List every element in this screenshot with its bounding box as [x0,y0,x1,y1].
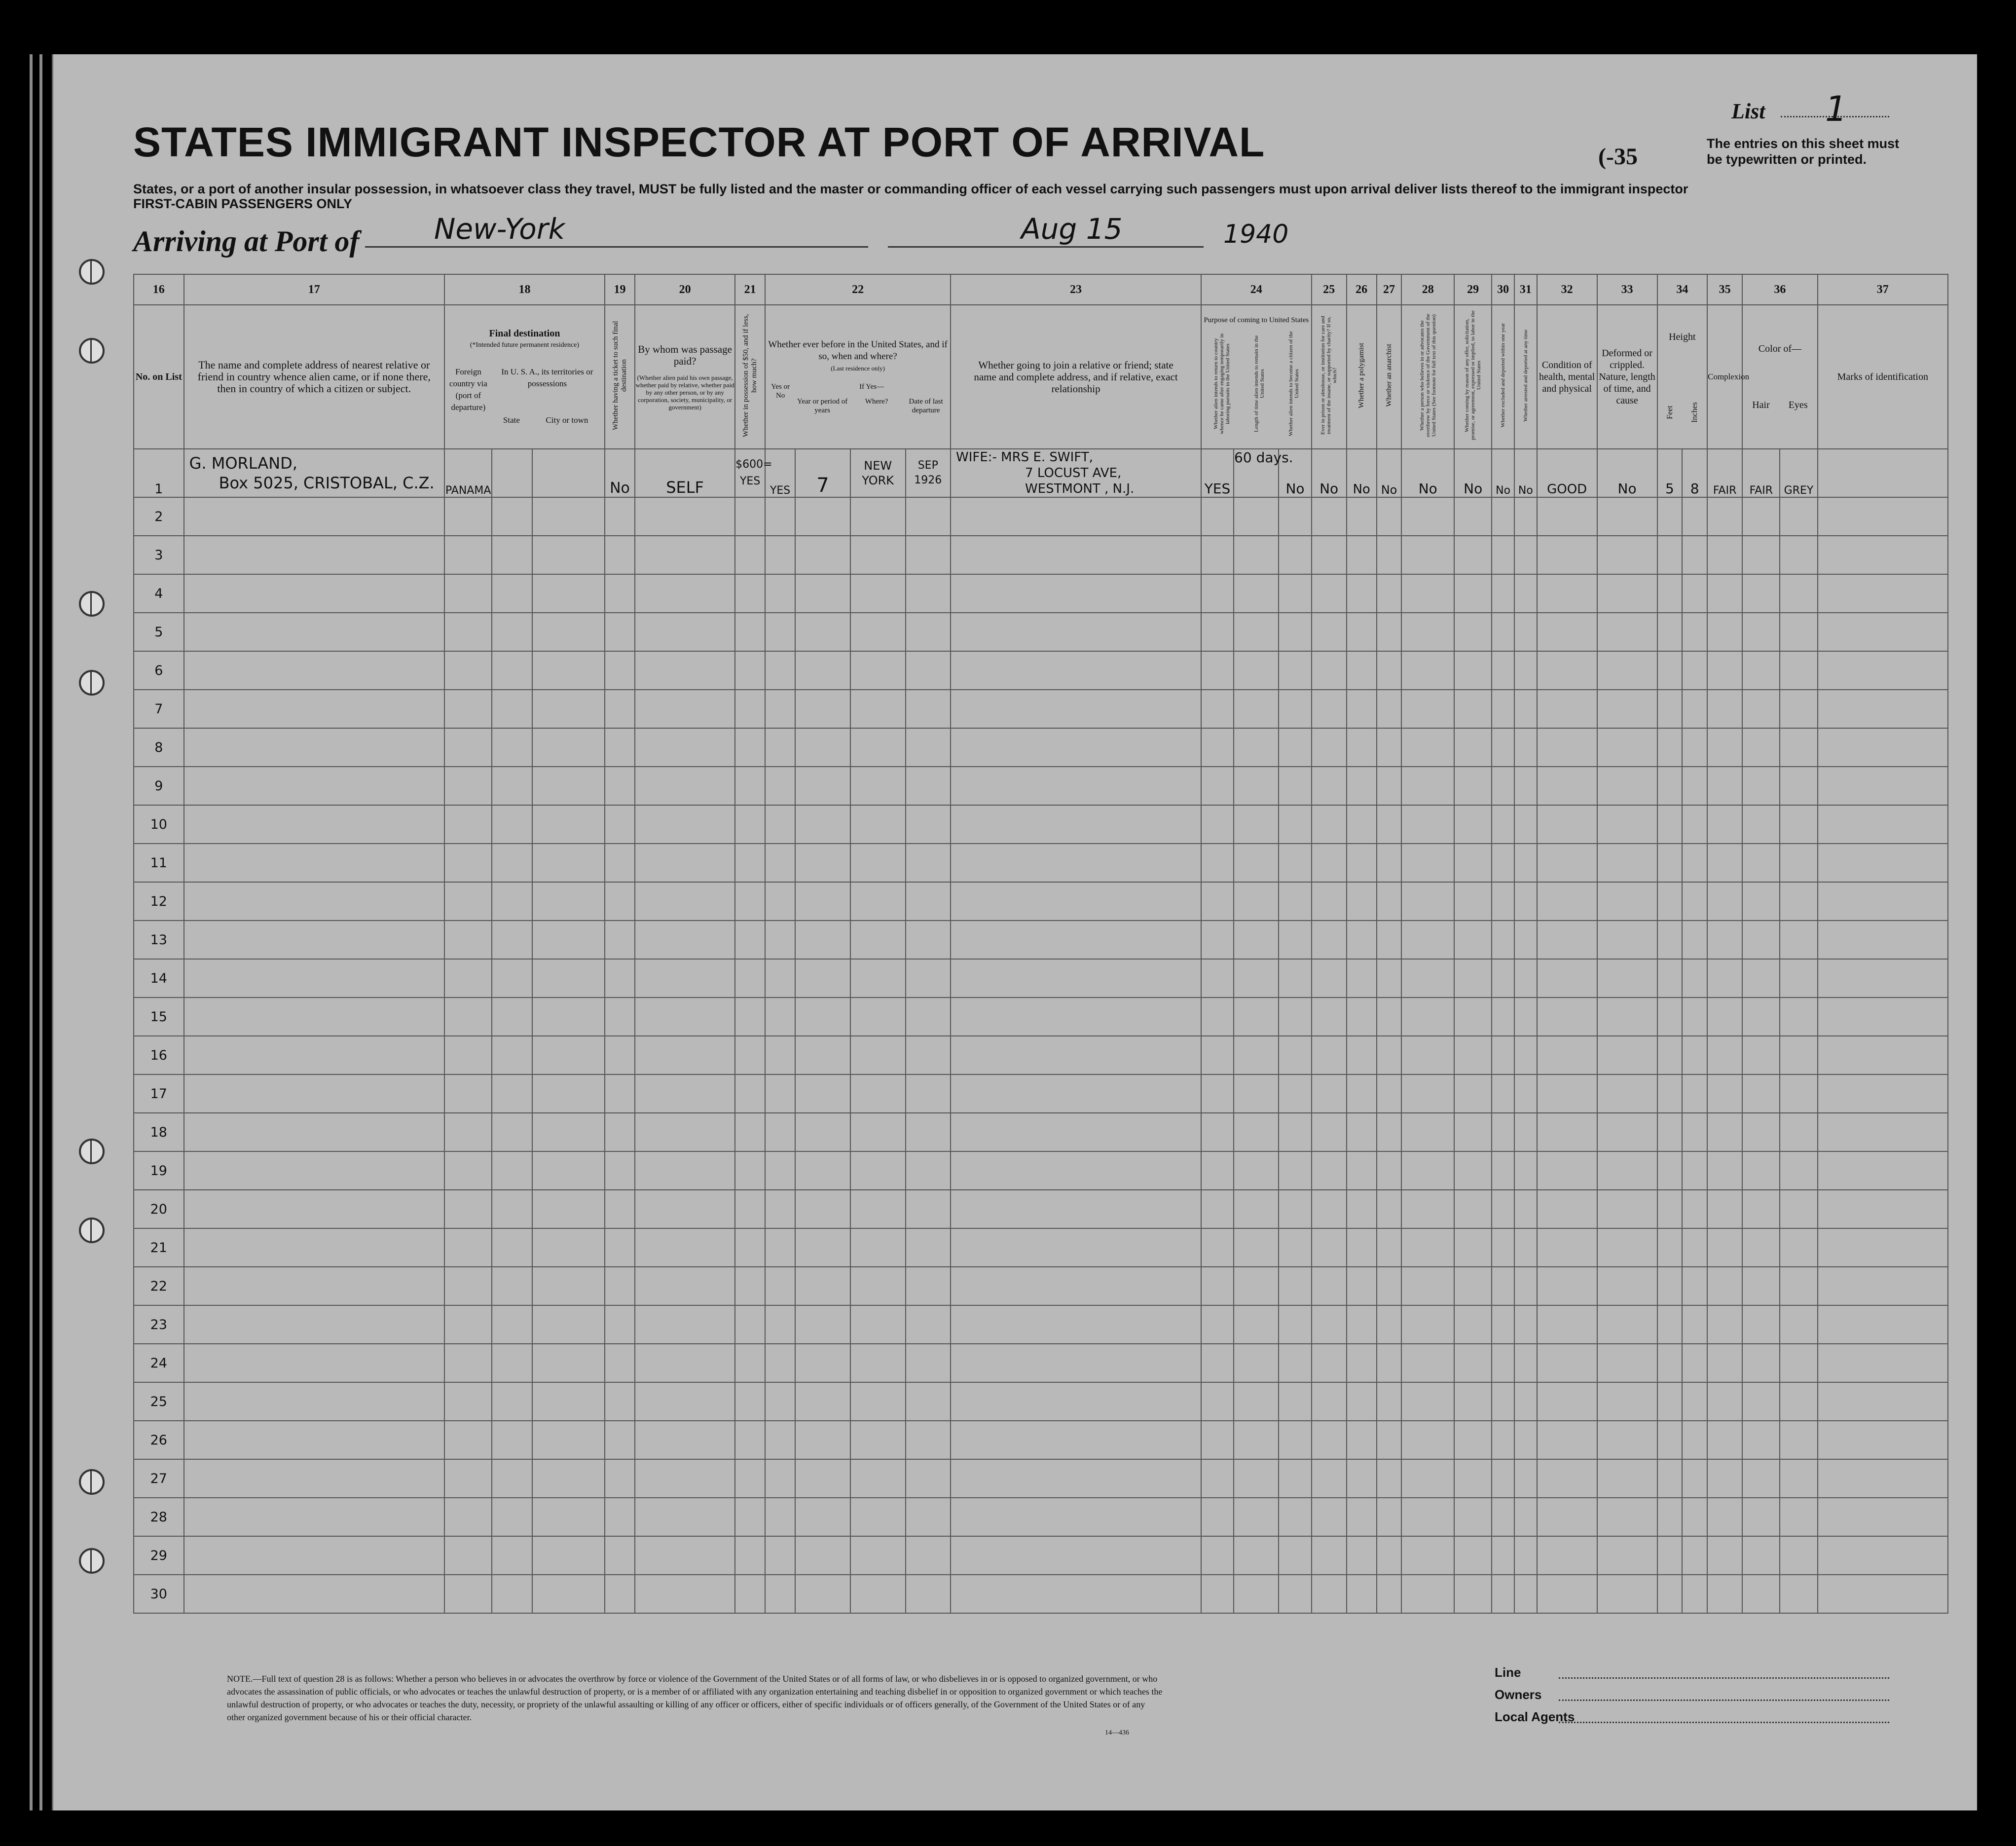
line-number: 26 [134,1421,184,1459]
purpose-a-label: Whether alien intends to return to country whence he came after engaging temporarily in laboring pursuits in the United States [1212,333,1231,434]
table-row [134,536,1948,574]
line-number: 4 [134,574,184,613]
col-number: 37 [1818,274,1948,305]
table-row [134,767,1948,805]
table-row [134,997,1948,1036]
feet-cell: 5 [1657,449,1683,497]
table-row [134,1575,1948,1613]
sheet-number: (-35 [1598,144,1638,170]
col-number: 20 [635,274,735,305]
typed-note: The entries on this sheet must be typewritten or printed. [1707,136,1900,167]
date-last-label: Date of last departure [909,398,943,414]
city-cell [532,449,605,497]
line-number: 6 [134,651,184,690]
joining-line3: WESTMONT , N.J. [1025,481,1135,496]
header-q31 [1514,305,1537,449]
table-row [134,1074,1948,1113]
q29-cell: No [1454,449,1492,497]
line-number: 16 [134,1036,184,1074]
marks-cell [1818,449,1948,497]
binder-hole-icon [79,1548,105,1574]
line-number: 25 [134,1382,184,1421]
anarchist-cell: No [1377,449,1402,497]
line-number: 18 [134,1113,184,1151]
header-marks: Marks of identification [1818,305,1948,449]
binder-hole-icon [79,1218,105,1243]
agents-field [1559,1722,1889,1723]
purpose-c-cell: No [1279,449,1311,497]
line-number: 3 [134,536,184,574]
ticket-cell: No [605,449,635,497]
money-answer: YES [739,475,761,487]
final-dest-note: (*Intended future permanent residence) [470,341,580,349]
header-color [1742,305,1817,449]
complexion-cell: FAIR [1707,449,1742,497]
final-dest-label: Final destination [489,328,560,339]
passage-label: By whom was passage paid? [638,343,732,367]
if-yes-label: If Yes— [859,383,884,391]
line-number: 24 [134,1344,184,1382]
col-number: 21 [735,274,765,305]
health-cell: GOOD [1537,449,1597,497]
purpose-b-cell: 60 days. [1234,449,1279,497]
col-number: 33 [1597,274,1657,305]
line-number: 7 [134,690,184,728]
form-number: 14—436 [1105,1729,1129,1736]
where-label: Where? [865,398,888,406]
year-period-label: Year or period of years [797,398,848,414]
line-number: 10 [134,805,184,844]
table-row [134,1267,1948,1305]
header-relative: The name and complete address of nearest relative or friend in country whence alien came, or if none there, then in country of which a citizen or subject. [184,305,444,449]
header-complexion: Complexion [1707,305,1742,449]
money-cell [735,449,772,497]
manifest-table [133,274,1948,1614]
line-number: 1 [134,449,184,497]
line-number: 14 [134,959,184,997]
table-row [134,882,1948,921]
col-number: 26 [1347,274,1377,305]
prison-cell: No [1312,449,1347,497]
line-number: 21 [134,1228,184,1267]
col-number: 31 [1514,274,1537,305]
table-row [134,1382,1948,1421]
line-number: 15 [134,997,184,1036]
q31-cell: No [1514,449,1537,497]
joining-line2: 7 LOCUST AVE, [1025,466,1122,480]
polygamist-cell: No [1347,449,1377,497]
relative-line2: Box 5025, CRISTOBAL, C.Z. [219,474,435,492]
line-number: 19 [134,1151,184,1190]
in-usa-label: In U. S. A., its territories or possessions [501,367,593,388]
feet-label: Feet [1665,406,1674,419]
before-note: (Last residence only) [831,365,885,372]
hair-label: Hair [1752,400,1770,410]
q29-label: Whether coming by reason of any offer, solicitation, promise, or agreement, expressed or implied, to labor in the United States [1464,310,1482,441]
eyes-cell: GREY [1780,449,1817,497]
table-row [134,959,1948,997]
q30-label: Whether excluded and deported within one year [1500,323,1506,428]
line-number: 29 [134,1536,184,1575]
purpose-label: Purpose of coming to United States [1204,316,1309,324]
header-ticket [605,305,635,449]
header-q28 [1401,305,1454,449]
header-deformed: Deformed or crippled. Nature, length of time, and cause [1597,305,1657,449]
list-number: 1 [1825,89,1847,129]
inches-label: Inches [1690,402,1699,423]
table-row [134,1459,1948,1498]
col-number: 29 [1454,274,1492,305]
header-passage [635,305,735,449]
binder-hole-icon [79,1469,105,1495]
agents-label: Local Agents [1495,1709,1575,1724]
header-before [765,305,951,449]
line-number: 2 [134,497,184,536]
line-number: 8 [134,728,184,767]
table-row [134,1190,1948,1228]
header-polygamist [1347,305,1377,449]
binder-hole-icon [79,338,105,364]
owners-label: Owners [1495,1687,1542,1702]
deformed-cell: No [1597,449,1657,497]
line-number: 9 [134,767,184,805]
page-title: STATES IMMIGRANT INSPECTOR AT PORT OF ARRIVAL [133,119,1265,165]
header-q30 [1492,305,1514,449]
header-money [735,305,765,449]
col-number: 28 [1401,274,1454,305]
table-row [134,574,1948,613]
header-anarchist [1377,305,1402,449]
joining-line1: WIFE:- MRS E. SWIFT, [956,450,1093,465]
sheet-edge [39,54,42,1810]
table-row [134,1036,1948,1074]
purpose-c-label: Whether alien intends to become a citizen of the United States [1287,331,1300,436]
line-number: 30 [134,1575,184,1613]
col-number: 32 [1537,274,1597,305]
binder-hole-icon [79,259,105,285]
header-prison [1312,305,1347,449]
ticket-label: Whether having a ticket to such final destination [611,321,628,430]
city-label: City or town [546,415,588,425]
table-row [134,1151,1948,1190]
line-number: 20 [134,1190,184,1228]
money-amount: $600= [735,458,772,471]
state-label: State [503,415,520,425]
q30-cell: No [1492,449,1514,497]
table-row [134,1498,1948,1536]
q31-label: Whether arrested and deported at any time [1522,329,1529,422]
footer-note: NOTE.—Full text of question 28 is as follows: Whether a person who believes in or advocates the overthrow by force or violence of the Government of the United States or of all forms of law, or who disbelieves in or is opposed to organized government, or who advocates the assassination of public officials, or who advocates or teaches the unlawful destruction of property, or is a member of or affiliated with any organization entertaining and teaching disbelief in or opposition to organized government or which teaches the unlawful destruction of property, or who advocates or teaches the duty, necessity, or propriety of the unlawful assaulting or killing of any officer or officers, either of specific individuals or of officers generally, of the Government of the United States or of any other organized government because of his or their official character. [227,1674,1163,1722]
header-height [1657,305,1708,449]
prison-label: Ever in prison or almshouse, or institution for care and treatment of the insane, or supported by charity? If so, which? [1320,316,1338,435]
table-row [134,1421,1948,1459]
table-row [134,1344,1948,1382]
col-number: 22 [765,274,951,305]
sheet-edge [30,54,33,1810]
year-period-cell: 7 [795,449,850,497]
header-q29 [1454,305,1492,449]
table-row [134,690,1948,728]
state-cell [492,449,532,497]
header-purpose [1201,305,1312,449]
hair-cell: FAIR [1742,449,1780,497]
line-label: Line [1495,1665,1521,1680]
yes-no-label: Yes or No [771,383,790,400]
table-row [134,805,1948,844]
height-label: Height [1669,332,1696,343]
header-joining: Whether going to join a relative or friend; state name and complete address, and if relative, exact relationship [951,305,1201,449]
relative-cell [184,449,444,497]
line-number: 12 [134,882,184,921]
table-row [134,728,1948,767]
table-row [134,651,1948,690]
q28-label: Whether a person who believes in or advocates the overthrow by force or violence of the Government of the United States (See footnote for full text of this question) [1419,313,1437,438]
passage-note: (Whether alien paid his own passage, whether paid by relative, whether paid by any other person, or by any corporation, society, municipality, or government) [635,373,734,411]
binder-hole-icon [79,670,105,696]
col-number: 30 [1492,274,1514,305]
col-number: 35 [1707,274,1742,305]
table-row [134,1113,1948,1151]
line-number: 28 [134,1498,184,1536]
date-value: Aug 15 [1021,212,1123,246]
instructions-text: States, or a port of another insular possession, in whatsoever class they travel, MUST be fully listed and the master or commanding officer of each vessel carrying such passengers must upon arrival deliver lists thereof to the immigrant inspector [133,182,1688,196]
col-number: 27 [1377,274,1402,305]
col-number: 18 [444,274,605,305]
table-row [134,613,1948,651]
color-of-label: Color of— [1758,343,1802,354]
table-row [134,497,1948,536]
foreign-country-label: Foreign country via (port of departure) [449,367,487,412]
col-number: 19 [605,274,635,305]
col-number: 34 [1657,274,1708,305]
table-row [134,1228,1948,1267]
where-cell: NEW YORK [850,449,906,497]
col-number: 16 [134,274,184,305]
header-health: Condition of health, mental and physical [1537,305,1597,449]
header-no-on-list: No. on List [134,305,184,449]
line-number: 13 [134,921,184,959]
table-row [134,449,1948,497]
eyes-label: Eyes [1788,400,1808,410]
year-value: 1940 [1223,220,1289,249]
table-row [134,844,1948,882]
line-number: 22 [134,1267,184,1305]
joining-cell [951,449,1201,497]
q28-cell: No [1401,449,1454,497]
inches-cell: 8 [1682,449,1707,497]
col-number: 24 [1201,274,1312,305]
col-number: 23 [951,274,1201,305]
line-number: 23 [134,1305,184,1344]
money-label: Whether in possession of $50, and if less, how much? [741,314,758,437]
owners-field [1559,1699,1889,1701]
header-final-destination [444,305,605,449]
line-number: 17 [134,1074,184,1113]
anarchist-label: Whether an anarchist [1385,344,1393,407]
table-row [134,921,1948,959]
purpose-a-cell: YES [1201,449,1234,497]
line-field [1559,1677,1889,1679]
date-last-cell: SEP 1926 [906,449,951,497]
arriving-label: Arriving at Port of [133,225,360,258]
before-cell: YES [765,449,795,497]
list-label: List [1731,99,1765,123]
class-label: FIRST-CABIN PASSENGERS ONLY [133,196,353,211]
before-label: Whether ever before in the United States, and if so, when and where? [768,339,948,362]
port-value: New-York [434,212,565,246]
polygamist-label: Whether a polygamist [1357,342,1365,408]
col-number: 17 [184,274,444,305]
table-row [134,1305,1948,1344]
line-number: 11 [134,844,184,882]
relative-line1: G. MORLAND, [189,454,297,473]
binder-hole-icon [79,591,105,617]
col-number: 36 [1742,274,1817,305]
foreign-country-cell: PANAMA [444,449,492,497]
line-number: 5 [134,613,184,651]
passage-cell: SELF [635,449,735,497]
purpose-b-label: Length of time alien intends to remain in the United States [1253,335,1265,432]
line-number: 27 [134,1459,184,1498]
col-number: 25 [1312,274,1347,305]
binder-hole-icon [79,1139,105,1164]
table-row [134,1536,1948,1575]
